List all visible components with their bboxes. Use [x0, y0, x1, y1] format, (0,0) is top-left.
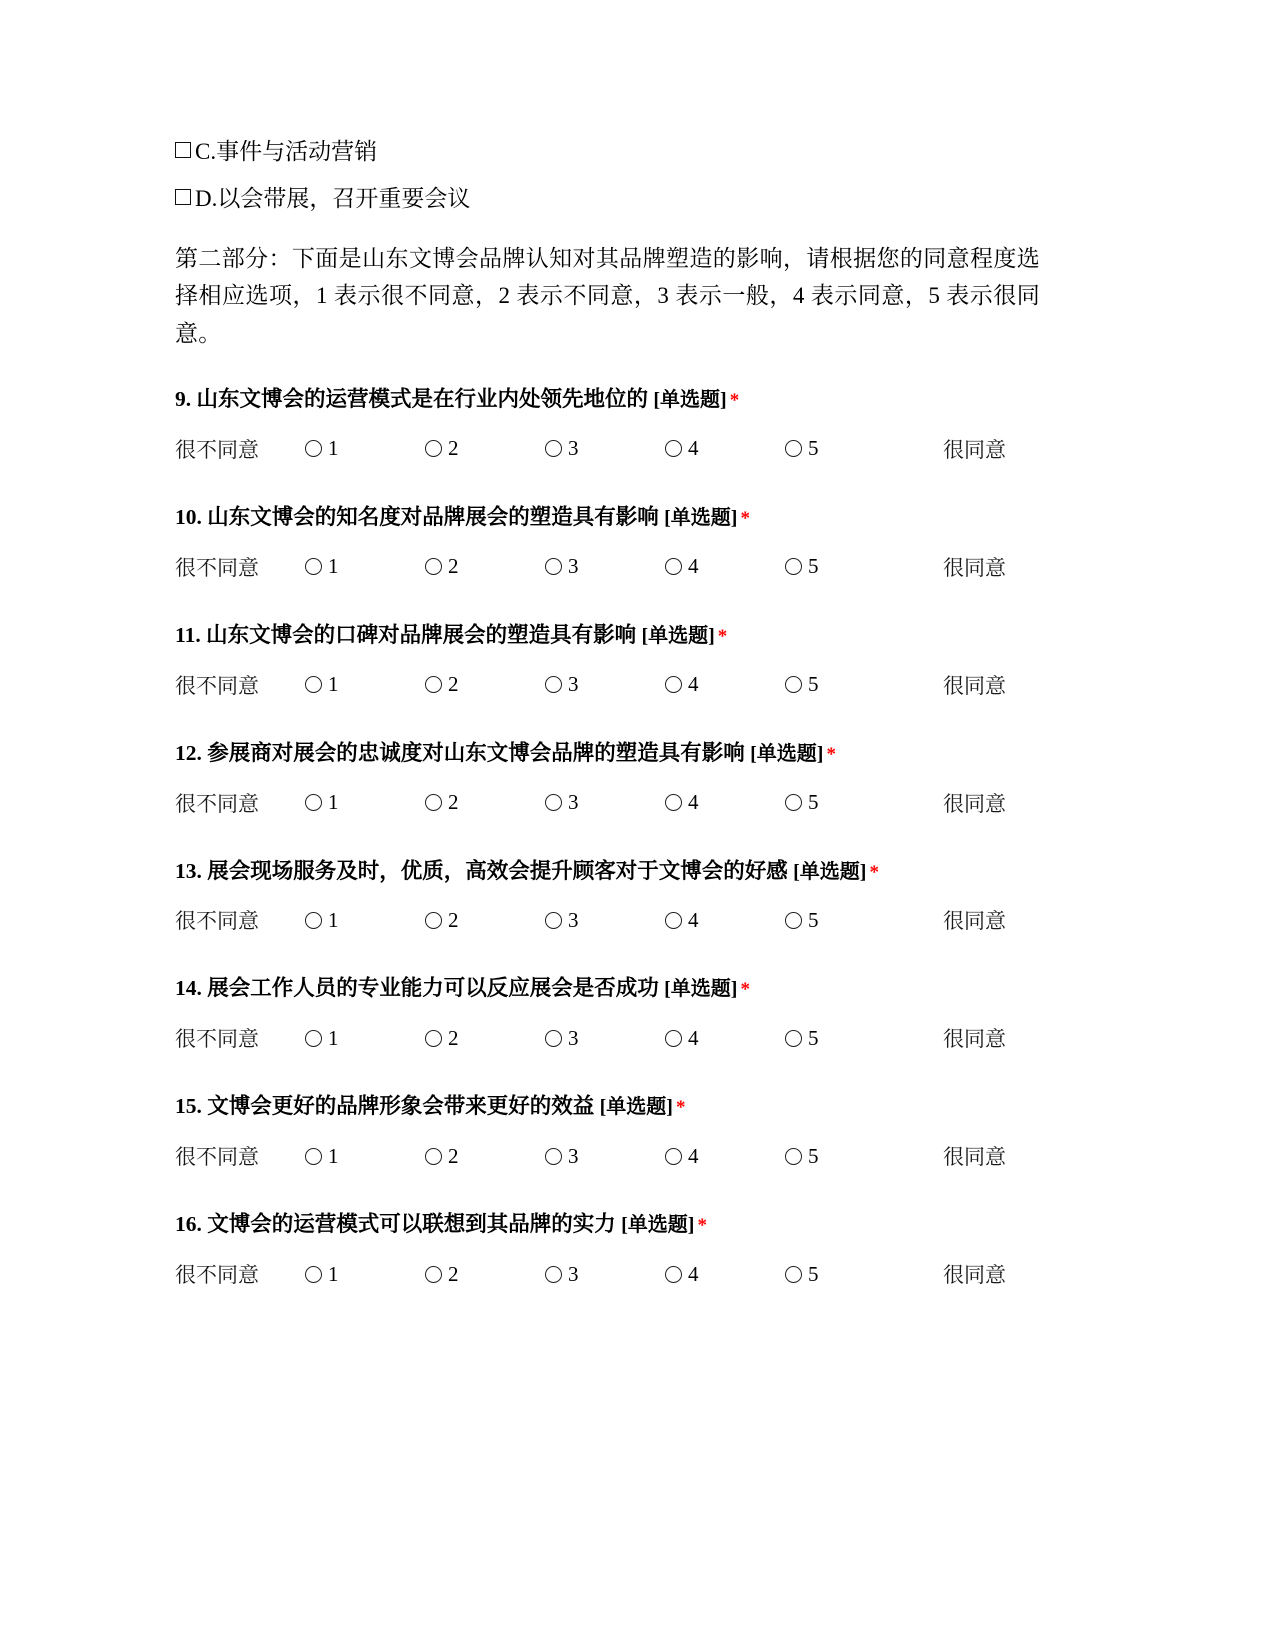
required-marker: *: [675, 1097, 686, 1119]
required-marker: *: [717, 625, 728, 647]
required-marker: *: [826, 743, 836, 765]
radio-icon[interactable]: [545, 912, 562, 929]
radio-option-label: 5: [808, 672, 819, 697]
question-block: [175, 858, 1040, 936]
radio-icon[interactable]: [785, 676, 802, 693]
question-number: 13.: [175, 858, 202, 883]
radio-option-2[interactable]: [425, 1026, 545, 1051]
radio-icon[interactable]: [425, 1266, 442, 1283]
radio-icon[interactable]: [785, 1266, 802, 1283]
radio-icon[interactable]: [785, 440, 802, 457]
radio-option-3[interactable]: [545, 1262, 665, 1287]
scale-anchor-low: 很不同意: [175, 1027, 259, 1052]
radio-option-4[interactable]: [665, 1026, 785, 1051]
radio-icon[interactable]: [785, 794, 802, 811]
question-type-badge: [单选题]: [750, 742, 824, 765]
radio-option-3[interactable]: [545, 1144, 665, 1169]
radio-option-label: 1: [328, 790, 339, 814]
radio-option-label: 2: [448, 554, 459, 579]
radio-option-label: 1: [328, 554, 339, 579]
radio-option-5[interactable]: [785, 1262, 905, 1287]
radio-option-label: 4: [688, 1025, 699, 1050]
radio-option-4[interactable]: [665, 908, 785, 933]
question-number: 15.: [175, 1094, 202, 1119]
radio-option-3[interactable]: [545, 908, 665, 933]
checkbox-option-d[interactable]: [175, 187, 1040, 210]
radio-icon[interactable]: [665, 1266, 682, 1283]
question-title: [175, 740, 1040, 768]
radio-option-label: 5: [808, 1143, 819, 1168]
radio-option-label: 5: [808, 1261, 819, 1286]
radio-icon[interactable]: [545, 1148, 562, 1165]
radio-option-2[interactable]: [425, 672, 545, 697]
scale-anchor-low: 很不同意: [175, 437, 259, 462]
radio-option-3[interactable]: [545, 436, 665, 461]
radio-option-label: 4: [688, 672, 699, 697]
radio-icon[interactable]: [545, 676, 562, 693]
radio-option-label: 2: [448, 790, 459, 814]
question-title: [175, 1211, 1040, 1239]
radio-option-3[interactable]: [545, 554, 665, 579]
likert-scale-row: [175, 670, 1040, 700]
radio-option-3[interactable]: [545, 790, 665, 815]
radio-option-4[interactable]: [665, 1262, 785, 1287]
radio-icon[interactable]: [425, 1148, 442, 1165]
radio-icon[interactable]: [665, 1148, 682, 1165]
checkbox-option-d-label: D.以会带展，召开重要会议: [195, 186, 471, 211]
radio-option-label: 5: [808, 790, 819, 814]
radio-option-3[interactable]: [545, 1026, 665, 1051]
radio-option-4[interactable]: [665, 436, 785, 461]
required-marker: *: [740, 979, 750, 1001]
radio-option-label: 4: [688, 907, 699, 932]
question-block: [175, 975, 1040, 1053]
scale-anchor-low: 很不同意: [175, 1145, 259, 1170]
scale-anchor-low: 很不同意: [175, 909, 259, 934]
radio-option-label: 3: [568, 790, 579, 814]
radio-option-label: 3: [568, 1261, 579, 1286]
radio-option-1[interactable]: [305, 1026, 425, 1051]
question-number: 10.: [175, 504, 202, 529]
radio-icon[interactable]: [665, 1030, 682, 1047]
likert-scale-row: [175, 434, 1040, 464]
radio-option-label: 2: [448, 1143, 459, 1168]
radio-option-1[interactable]: [305, 790, 425, 815]
checkbox-icon[interactable]: [175, 189, 191, 205]
question-type-badge: [单选题]: [664, 978, 738, 1001]
radio-option-label: 3: [568, 907, 579, 932]
radio-icon[interactable]: [785, 558, 802, 575]
question-type-badge: [单选题]: [793, 860, 867, 883]
radio-option-5[interactable]: [785, 436, 905, 461]
scale-anchor-high: 很同意: [943, 673, 1006, 698]
radio-icon[interactable]: [665, 794, 682, 811]
likert-scale-row: [175, 1141, 1040, 1171]
document-content: [175, 140, 1040, 1329]
radio-option-4[interactable]: [665, 672, 785, 697]
radio-option-label: 1: [328, 436, 339, 461]
scale-anchor-low: 很不同意: [175, 555, 259, 580]
radio-option-5[interactable]: [785, 672, 905, 697]
radio-option-label: 1: [328, 1025, 339, 1050]
radio-option-5[interactable]: [785, 554, 905, 579]
question-number: 16.: [175, 1212, 202, 1237]
radio-option-label: 3: [568, 1025, 579, 1050]
question-title: [175, 858, 1040, 886]
question-text: 展会工作人员的专业能力可以反应展会是否成功: [207, 976, 659, 1001]
radio-option-3[interactable]: [545, 672, 665, 697]
radio-option-label: 2: [448, 1025, 459, 1050]
radio-icon[interactable]: [425, 794, 442, 811]
question-type-badge: [单选题]: [641, 624, 715, 647]
scale-anchor-high: 很同意: [943, 791, 1006, 816]
radio-option-4[interactable]: [665, 1144, 785, 1169]
question-number: 11.: [175, 622, 201, 647]
radio-icon[interactable]: [545, 794, 562, 811]
question-text: 山东文博会的口碑对品牌展会的塑造具有影响: [206, 622, 637, 647]
radio-icon[interactable]: [425, 912, 442, 929]
radio-option-1[interactable]: [305, 672, 425, 697]
radio-icon[interactable]: [665, 440, 682, 457]
radio-option-4[interactable]: [665, 790, 785, 815]
checkbox-option-c-label: C.事件与活动营销: [195, 139, 378, 164]
radio-option-label: 2: [448, 436, 459, 461]
radio-icon[interactable]: [305, 912, 322, 929]
likert-scale-row: [175, 788, 1040, 818]
radio-icon[interactable]: [305, 1266, 322, 1283]
radio-icon[interactable]: [785, 1148, 802, 1165]
radio-option-label: 5: [808, 436, 819, 461]
question-number: 9.: [175, 386, 192, 411]
scale-anchor-high: 很同意: [943, 909, 1006, 934]
question-type-badge: [单选题]: [599, 1096, 673, 1119]
radio-option-1[interactable]: [305, 436, 425, 461]
likert-scale-row: [175, 552, 1040, 582]
scale-anchor-high: 很同意: [943, 1027, 1006, 1052]
question-text: 展会现场服务及时，优质，高效会提升顾客对于文博会的好感: [207, 858, 788, 883]
question-title: [175, 975, 1040, 1003]
required-marker: *: [740, 507, 750, 529]
radio-option-label: 3: [568, 1143, 579, 1168]
likert-scale-row: [175, 1259, 1040, 1289]
radio-option-4[interactable]: [665, 554, 785, 579]
question-type-badge: [单选题]: [621, 1214, 695, 1237]
radio-option-label: 3: [568, 436, 579, 461]
radio-icon[interactable]: [545, 1030, 562, 1047]
question-number: 14.: [175, 976, 202, 1001]
question-type-badge: [单选题]: [664, 506, 738, 529]
radio-icon[interactable]: [665, 676, 682, 693]
question-title: [175, 504, 1040, 532]
radio-option-label: 5: [808, 554, 819, 579]
radio-icon[interactable]: [305, 558, 322, 575]
radio-icon[interactable]: [305, 1148, 322, 1165]
question-type-badge: [单选题]: [653, 388, 727, 411]
scale-anchor-low: 很不同意: [175, 1263, 259, 1288]
scale-anchor-high: 很同意: [943, 1263, 1006, 1288]
radio-option-2[interactable]: [425, 1262, 545, 1287]
radio-icon[interactable]: [305, 676, 322, 693]
checkbox-option-c[interactable]: [175, 140, 1040, 163]
question-block: [175, 1093, 1040, 1171]
likert-scale-row: [175, 905, 1040, 935]
radio-icon[interactable]: [785, 912, 802, 929]
radio-icon[interactable]: [425, 440, 442, 457]
radio-icon[interactable]: [425, 558, 442, 575]
radio-option-1[interactable]: [305, 1144, 425, 1169]
required-marker: *: [869, 861, 879, 883]
question-block: [175, 740, 1040, 818]
radio-icon[interactable]: [305, 1030, 322, 1047]
radio-option-5[interactable]: [785, 1026, 905, 1051]
radio-option-2[interactable]: [425, 908, 545, 933]
question-title: [175, 386, 1040, 414]
radio-option-label: 1: [328, 907, 339, 932]
radio-option-1[interactable]: [305, 1262, 425, 1287]
radio-option-label: 2: [448, 672, 459, 697]
radio-option-1[interactable]: [305, 908, 425, 933]
radio-icon[interactable]: [785, 1030, 802, 1047]
question-text: 文博会的运营模式可以联想到其品牌的实力: [207, 1212, 616, 1237]
radio-icon[interactable]: [665, 558, 682, 575]
radio-option-label: 1: [328, 1143, 339, 1168]
radio-option-label: 4: [688, 790, 699, 814]
question-block: [175, 386, 1040, 464]
radio-option-2[interactable]: [425, 436, 545, 461]
scale-anchor-low: 很不同意: [175, 791, 259, 816]
radio-option-5[interactable]: [785, 908, 905, 933]
radio-icon[interactable]: [665, 912, 682, 929]
radio-icon[interactable]: [425, 676, 442, 693]
radio-option-2[interactable]: [425, 554, 545, 579]
radio-option-label: 4: [688, 436, 699, 461]
question-text: 山东文博会的知名度对品牌展会的塑造具有影响: [207, 504, 659, 529]
radio-option-label: 1: [328, 1261, 339, 1286]
question-block: [175, 504, 1040, 582]
radio-option-2[interactable]: [425, 790, 545, 815]
radio-option-label: 3: [568, 672, 579, 697]
section-intro: 第二部分：下面是山东文博会品牌认知对其品牌塑造的影响，请根据您的同意程度选择相应选项，1 表示很不同意，2 表示不同意，3 表示一般，4 表示同意，5 表示很同意。: [175, 246, 1040, 346]
radio-option-label: 2: [448, 907, 459, 932]
radio-option-5[interactable]: [785, 790, 905, 815]
radio-option-1[interactable]: [305, 554, 425, 579]
radio-icon[interactable]: [305, 794, 322, 811]
radio-icon[interactable]: [545, 558, 562, 575]
radio-icon[interactable]: [305, 440, 322, 457]
checkbox-icon[interactable]: [175, 142, 191, 158]
radio-option-label: 4: [688, 1261, 699, 1286]
question-block: [175, 622, 1040, 700]
radio-option-label: 5: [808, 907, 819, 932]
scale-anchor-high: 很同意: [943, 437, 1006, 462]
likert-scale-row: [175, 1023, 1040, 1053]
radio-option-label: 5: [808, 1025, 819, 1050]
question-number: 12.: [175, 740, 202, 765]
radio-option-label: 3: [568, 554, 579, 579]
question-text: 文博会更好的品牌形象会带来更好的效益: [207, 1094, 595, 1119]
required-marker: *: [729, 389, 740, 411]
radio-icon[interactable]: [425, 1030, 442, 1047]
radio-icon[interactable]: [545, 440, 562, 457]
radio-option-5[interactable]: [785, 1144, 905, 1169]
radio-option-label: 4: [688, 554, 699, 579]
question-block: [175, 1211, 1040, 1289]
scale-anchor-low: 很不同意: [175, 673, 259, 698]
scale-anchor-high: 很同意: [943, 555, 1006, 580]
radio-option-label: 2: [448, 1261, 459, 1286]
radio-option-label: 1: [328, 672, 339, 697]
questions-list: [175, 386, 1040, 1290]
required-marker: *: [697, 1215, 707, 1237]
radio-icon[interactable]: [545, 1266, 562, 1283]
scale-anchor-high: 很同意: [943, 1145, 1006, 1170]
question-title: [175, 622, 1040, 650]
radio-option-2[interactable]: [425, 1144, 545, 1169]
question-text: 参展商对展会的忠诚度对山东文博会品牌的塑造具有影响: [207, 740, 745, 765]
radio-option-label: 4: [688, 1143, 699, 1168]
question-title: [175, 1093, 1040, 1121]
question-text: 山东文博会的运营模式是在行业内处领先地位的: [196, 386, 649, 411]
